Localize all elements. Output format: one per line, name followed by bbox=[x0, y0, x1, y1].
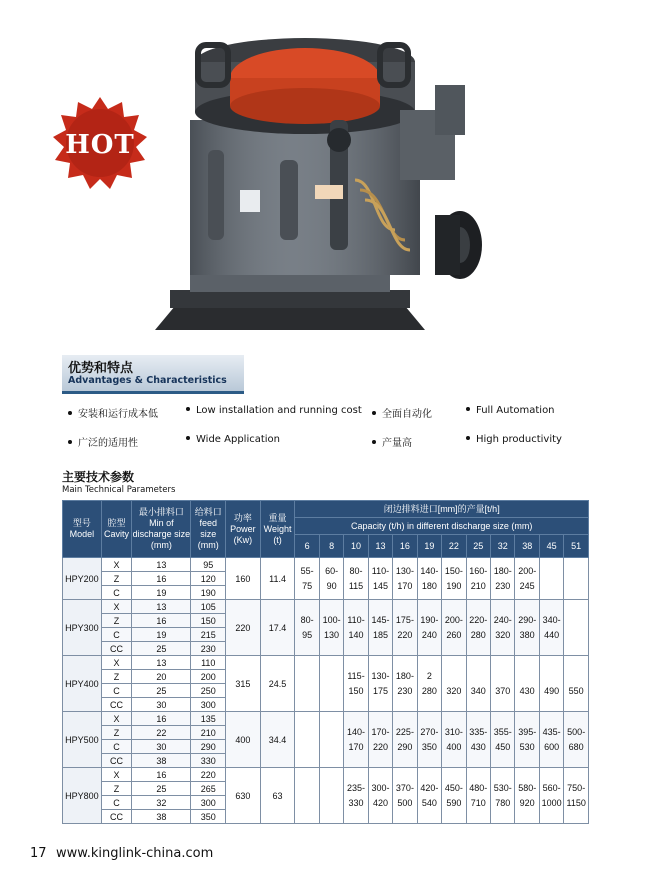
weight-cell: 11.4 bbox=[260, 558, 295, 600]
header-min-discharge: 最小排料口 Min of discharge size (mm) bbox=[132, 501, 191, 558]
cavity-cell: C bbox=[101, 586, 132, 600]
min-discharge-cell: 38 bbox=[132, 754, 191, 768]
power-cell: 220 bbox=[226, 600, 261, 656]
header-discharge-size: 51 bbox=[564, 535, 589, 558]
capacity-cell: 240- 320 bbox=[491, 600, 515, 656]
advantages-heading bbox=[62, 355, 244, 394]
feed-size-cell: 290 bbox=[191, 740, 226, 754]
power-cell: 160 bbox=[226, 558, 261, 600]
capacity-cell: 140- 170 bbox=[344, 712, 368, 768]
min-discharge-cell: 13 bbox=[132, 600, 191, 614]
bullet-icon bbox=[68, 440, 72, 444]
capacity-cell: 180- 230 bbox=[491, 558, 515, 600]
feed-size-cell: 150 bbox=[191, 614, 226, 628]
cavity-cell: CC bbox=[101, 698, 132, 712]
feed-size-cell: 265 bbox=[191, 782, 226, 796]
header-discharge-size: 25 bbox=[466, 535, 490, 558]
capacity-cell: 500- 680 bbox=[564, 712, 589, 768]
capacity-cell: 110- 145 bbox=[368, 558, 392, 600]
header-discharge-size: 10 bbox=[344, 535, 368, 558]
website-link[interactable]: www.kinglink-china.com bbox=[56, 846, 214, 861]
bullet-icon bbox=[372, 411, 376, 415]
tech-params-title-cn: 主要技术参数 bbox=[62, 470, 135, 484]
capacity-cell: 160- 210 bbox=[466, 558, 490, 600]
tech-params-table bbox=[62, 500, 589, 824]
bullet-icon bbox=[466, 436, 470, 440]
feed-size-cell: 300 bbox=[191, 796, 226, 810]
capacity-cell: 320 bbox=[442, 656, 466, 712]
cavity-cell: X bbox=[101, 558, 132, 572]
feed-size-cell: 230 bbox=[191, 642, 226, 656]
min-discharge-cell: 30 bbox=[132, 698, 191, 712]
bullet-icon bbox=[68, 411, 72, 415]
table-row bbox=[63, 768, 589, 782]
power-cell: 630 bbox=[226, 768, 261, 824]
header-discharge-size: 16 bbox=[393, 535, 417, 558]
feed-size-cell: 250 bbox=[191, 684, 226, 698]
advantage-item: High productivity bbox=[466, 434, 562, 445]
capacity-cell: 60- 90 bbox=[319, 558, 343, 600]
capacity-cell: 130- 175 bbox=[368, 656, 392, 712]
capacity-cell bbox=[539, 558, 563, 600]
feed-size-cell: 95 bbox=[191, 558, 226, 572]
capacity-cell: 200- 260 bbox=[442, 600, 466, 656]
min-discharge-cell: 19 bbox=[132, 586, 191, 600]
header-capacity-en: Capacity (t/h) in different discharge size (mm) bbox=[295, 518, 589, 535]
cavity-cell: Z bbox=[101, 572, 132, 586]
capacity-cell bbox=[295, 768, 319, 824]
header-cavity: 腔型 Cavity bbox=[101, 501, 132, 558]
cavity-cell: C bbox=[101, 684, 132, 698]
capacity-cell bbox=[319, 712, 343, 768]
capacity-cell: 370- 500 bbox=[393, 768, 417, 824]
min-discharge-cell: 22 bbox=[132, 726, 191, 740]
advantages-heading-en: Advantages & Characteristics bbox=[68, 375, 227, 386]
cavity-cell: CC bbox=[101, 810, 132, 824]
capacity-cell: 290- 380 bbox=[515, 600, 539, 656]
feed-size-cell: 135 bbox=[191, 712, 226, 726]
model-name: HPY200 bbox=[63, 558, 102, 600]
min-discharge-cell: 30 bbox=[132, 740, 191, 754]
advantage-item: Low installation and running cost bbox=[186, 405, 362, 416]
min-discharge-cell: 16 bbox=[132, 614, 191, 628]
feed-size-cell: 110 bbox=[191, 656, 226, 670]
capacity-cell: 340- 440 bbox=[539, 600, 563, 656]
cavity-cell: X bbox=[101, 600, 132, 614]
capacity-cell: 370 bbox=[491, 656, 515, 712]
hot-badge-label: HOT bbox=[65, 130, 135, 160]
feed-size-cell: 200 bbox=[191, 670, 226, 684]
header-discharge-size: 6 bbox=[295, 535, 319, 558]
model-name: HPY400 bbox=[63, 656, 102, 712]
advantages-heading-cn: 优势和特点 bbox=[68, 361, 134, 376]
capacity-cell: 480- 710 bbox=[466, 768, 490, 824]
capacity-cell: 420- 540 bbox=[417, 768, 441, 824]
min-discharge-cell: 25 bbox=[132, 684, 191, 698]
capacity-cell: 190- 240 bbox=[417, 600, 441, 656]
capacity-cell: 200- 245 bbox=[515, 558, 539, 600]
capacity-cell: 150- 190 bbox=[442, 558, 466, 600]
advantage-item: Wide Application bbox=[186, 434, 280, 445]
min-discharge-cell: 13 bbox=[132, 558, 191, 572]
min-discharge-cell: 16 bbox=[132, 768, 191, 782]
feed-size-cell: 120 bbox=[191, 572, 226, 586]
capacity-cell: 170- 220 bbox=[368, 712, 392, 768]
header-discharge-size: 19 bbox=[417, 535, 441, 558]
header-discharge-size: 38 bbox=[515, 535, 539, 558]
cavity-cell: Z bbox=[101, 782, 132, 796]
header-discharge-size: 32 bbox=[491, 535, 515, 558]
bullet-icon bbox=[186, 436, 190, 440]
bullet-icon bbox=[466, 407, 470, 411]
capacity-cell: 580- 920 bbox=[515, 768, 539, 824]
cavity-cell: X bbox=[101, 768, 132, 782]
capacity-cell: 450- 590 bbox=[442, 768, 466, 824]
capacity-cell: 130- 170 bbox=[393, 558, 417, 600]
capacity-cell: 55- 75 bbox=[295, 558, 319, 600]
cavity-cell: C bbox=[101, 796, 132, 810]
capacity-cell: 300- 420 bbox=[368, 768, 392, 824]
header-discharge-size: 22 bbox=[442, 535, 466, 558]
header-discharge-size: 8 bbox=[319, 535, 343, 558]
advantage-item: 广泛的适用性 bbox=[68, 434, 138, 449]
cavity-cell: CC bbox=[101, 642, 132, 656]
min-discharge-cell: 16 bbox=[132, 572, 191, 586]
page-number: 17 bbox=[30, 846, 47, 861]
capacity-cell: 220- 280 bbox=[466, 600, 490, 656]
capacity-cell: 225- 290 bbox=[393, 712, 417, 768]
table-row bbox=[63, 600, 589, 614]
capacity-cell: 180- 230 bbox=[393, 656, 417, 712]
capacity-cell: 430 bbox=[515, 656, 539, 712]
capacity-cell: 175- 220 bbox=[393, 600, 417, 656]
header-capacity-cn: 闭边排料进口[mm]的产量[t/h] bbox=[295, 501, 589, 518]
cavity-cell: C bbox=[101, 628, 132, 642]
capacity-cell bbox=[564, 600, 589, 656]
capacity-cell: 550 bbox=[564, 656, 589, 712]
cavity-cell: Z bbox=[101, 614, 132, 628]
weight-cell: 17.4 bbox=[260, 600, 295, 656]
capacity-cell: 140- 180 bbox=[417, 558, 441, 600]
feed-size-cell: 105 bbox=[191, 600, 226, 614]
header-discharge-size: 45 bbox=[539, 535, 563, 558]
capacity-cell bbox=[295, 712, 319, 768]
cavity-cell: CC bbox=[101, 754, 132, 768]
hot-badge bbox=[50, 95, 150, 195]
feed-size-cell: 350 bbox=[191, 810, 226, 824]
capacity-cell: 435- 600 bbox=[539, 712, 563, 768]
min-discharge-cell: 16 bbox=[132, 712, 191, 726]
bullet-icon bbox=[186, 407, 190, 411]
min-discharge-cell: 25 bbox=[132, 782, 191, 796]
min-discharge-cell: 13 bbox=[132, 656, 191, 670]
capacity-cell: 395- 530 bbox=[515, 712, 539, 768]
capacity-cell: 340 bbox=[466, 656, 490, 712]
min-discharge-cell: 20 bbox=[132, 670, 191, 684]
header-feed-size: 给料口 feed size (mm) bbox=[191, 501, 226, 558]
advantage-item: Full Automation bbox=[466, 405, 555, 416]
capacity-cell: 145- 185 bbox=[368, 600, 392, 656]
feed-size-cell: 220 bbox=[191, 768, 226, 782]
header-weight: 重量 Weight (t) bbox=[260, 501, 295, 558]
min-discharge-cell: 25 bbox=[132, 642, 191, 656]
header-model: 型号 Model bbox=[63, 501, 102, 558]
cavity-cell: X bbox=[101, 712, 132, 726]
header-discharge-size: 13 bbox=[368, 535, 392, 558]
advantage-item: 产量高 bbox=[372, 434, 412, 449]
cavity-cell: Z bbox=[101, 670, 132, 684]
feed-size-cell: 215 bbox=[191, 628, 226, 642]
feed-size-cell: 300 bbox=[191, 698, 226, 712]
capacity-cell: 115- 150 bbox=[344, 656, 368, 712]
capacity-cell: 2 280 bbox=[417, 656, 441, 712]
header-power: 功率 Power (Kw) bbox=[226, 501, 261, 558]
capacity-cell: 100- 130 bbox=[319, 600, 343, 656]
table-row bbox=[63, 712, 589, 726]
capacity-cell: 80- 95 bbox=[295, 600, 319, 656]
capacity-cell bbox=[319, 768, 343, 824]
capacity-cell: 335- 430 bbox=[466, 712, 490, 768]
bullet-icon bbox=[372, 440, 376, 444]
capacity-cell: 530- 780 bbox=[491, 768, 515, 824]
capacity-cell: 235- 330 bbox=[344, 768, 368, 824]
weight-cell: 24.5 bbox=[260, 656, 295, 712]
capacity-cell: 355- 450 bbox=[491, 712, 515, 768]
capacity-cell: 110- 140 bbox=[344, 600, 368, 656]
table-row bbox=[63, 558, 589, 572]
capacity-cell bbox=[319, 656, 343, 712]
model-name: HPY300 bbox=[63, 600, 102, 656]
min-discharge-cell: 38 bbox=[132, 810, 191, 824]
capacity-cell: 490 bbox=[539, 656, 563, 712]
cavity-cell: X bbox=[101, 656, 132, 670]
capacity-cell: 560- 1000 bbox=[539, 768, 563, 824]
capacity-cell bbox=[295, 656, 319, 712]
min-discharge-cell: 19 bbox=[132, 628, 191, 642]
capacity-cell: 750- 1150 bbox=[564, 768, 589, 824]
advantage-item: 全面自动化 bbox=[372, 405, 432, 420]
model-name: HPY800 bbox=[63, 768, 102, 824]
power-cell: 315 bbox=[226, 656, 261, 712]
model-name: HPY500 bbox=[63, 712, 102, 768]
power-cell: 400 bbox=[226, 712, 261, 768]
capacity-cell: 80- 115 bbox=[344, 558, 368, 600]
tech-params-title-en: Main Technical Parameters bbox=[62, 485, 176, 495]
feed-size-cell: 190 bbox=[191, 586, 226, 600]
feed-size-cell: 330 bbox=[191, 754, 226, 768]
advantage-item: 安装和运行成本低 bbox=[68, 405, 158, 420]
table-row bbox=[63, 656, 589, 670]
capacity-cell: 270- 350 bbox=[417, 712, 441, 768]
cavity-cell: C bbox=[101, 740, 132, 754]
capacity-cell: 310- 400 bbox=[442, 712, 466, 768]
min-discharge-cell: 32 bbox=[132, 796, 191, 810]
cavity-cell: Z bbox=[101, 726, 132, 740]
feed-size-cell: 210 bbox=[191, 726, 226, 740]
weight-cell: 34.4 bbox=[260, 712, 295, 768]
weight-cell: 63 bbox=[260, 768, 295, 824]
capacity-cell bbox=[564, 558, 589, 600]
